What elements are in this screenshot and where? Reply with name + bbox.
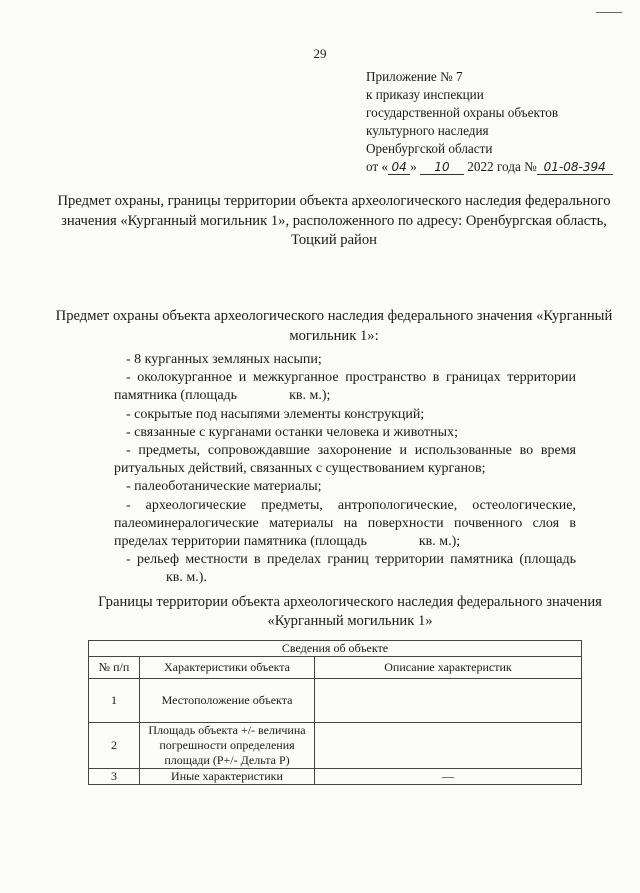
list-item: - околокурганное и межкурганное пространство в границах территории памятника (площадь кв. м.); xyxy=(114,370,576,404)
appendix-line: государственной охраны объектов xyxy=(366,105,559,120)
table-row xyxy=(89,679,582,723)
list-item: - предметы, сопровождавшие захоронение и использованные во время ритуальных действий, связанных с существованием курганов; xyxy=(114,443,576,477)
appendix-date-line xyxy=(366,158,613,176)
row-description xyxy=(315,679,582,723)
row-characteristic: Площадь объекта +/- величина погрешности определения площади (Р+/- Дельта Р) xyxy=(140,723,315,769)
table-row xyxy=(89,723,582,769)
date-day: 04 xyxy=(388,161,410,175)
date-prefix: от « xyxy=(366,159,389,174)
table-caption: Сведения об объекте xyxy=(89,641,582,657)
page-number: 29 xyxy=(313,46,327,61)
order-number: 01-08-394 xyxy=(537,161,613,175)
list-item: - археологические предметы, антропологические, остеологические, палеоминералогические материалы на поверхности почвенного слоя в пределах территории памятника (площадь кв. м.); xyxy=(114,497,576,550)
row-description: — xyxy=(315,769,582,785)
row-characteristic: Иные характеристики xyxy=(140,769,315,785)
appendix-line: Приложение № 7 xyxy=(366,69,463,84)
row-number: 3 xyxy=(89,769,140,785)
table-row xyxy=(89,769,582,785)
table-header: № п/п xyxy=(89,657,140,679)
date-month: 10 xyxy=(420,161,464,175)
top-edge-mark xyxy=(596,12,622,13)
date-year: 2022 года № xyxy=(467,159,537,174)
appendix-line: культурного наследия xyxy=(366,123,489,138)
list-item: - рельеф местности в пределах границ территории памятника (площадькв. м.). xyxy=(126,552,576,586)
appendix-line: к приказу инспекции xyxy=(366,87,484,102)
date-sep: » xyxy=(410,159,417,174)
appendix-line: Оренбургской области xyxy=(366,141,493,156)
row-description xyxy=(315,723,582,769)
table-header: Описание характеристик xyxy=(315,657,582,679)
protection-list xyxy=(114,351,576,588)
document-title: Предмет охраны, границы территории объекта археологического наследия федерального значения «Курганный могильник 1», расположенного по адресу: Оренбургская область, Тоцкий район xyxy=(57,193,611,248)
table-header: Характеристики объекта xyxy=(140,657,315,679)
row-number: 1 xyxy=(89,679,140,723)
list-item: - 8 курганных земляных насыпи; xyxy=(126,352,322,367)
row-characteristic: Местоположение объекта xyxy=(140,679,315,723)
object-info-table xyxy=(88,640,582,785)
list-item: - связанные с курганами останки человека и животных; xyxy=(126,424,458,440)
row-number: 2 xyxy=(89,723,140,769)
list-item: - палеоботанические материалы; xyxy=(126,479,322,495)
protection-heading: Предмет охраны объекта археологического наследия федерального значения «Курганный могильник 1»: xyxy=(55,308,613,344)
appendix-block xyxy=(366,68,613,176)
boundaries-heading: Границы территории объекта археологического наследия федерального значения «Курганный могильник 1» xyxy=(98,594,602,629)
list-item: - сокрытые под насыпями элементы конструкций; xyxy=(126,406,425,422)
